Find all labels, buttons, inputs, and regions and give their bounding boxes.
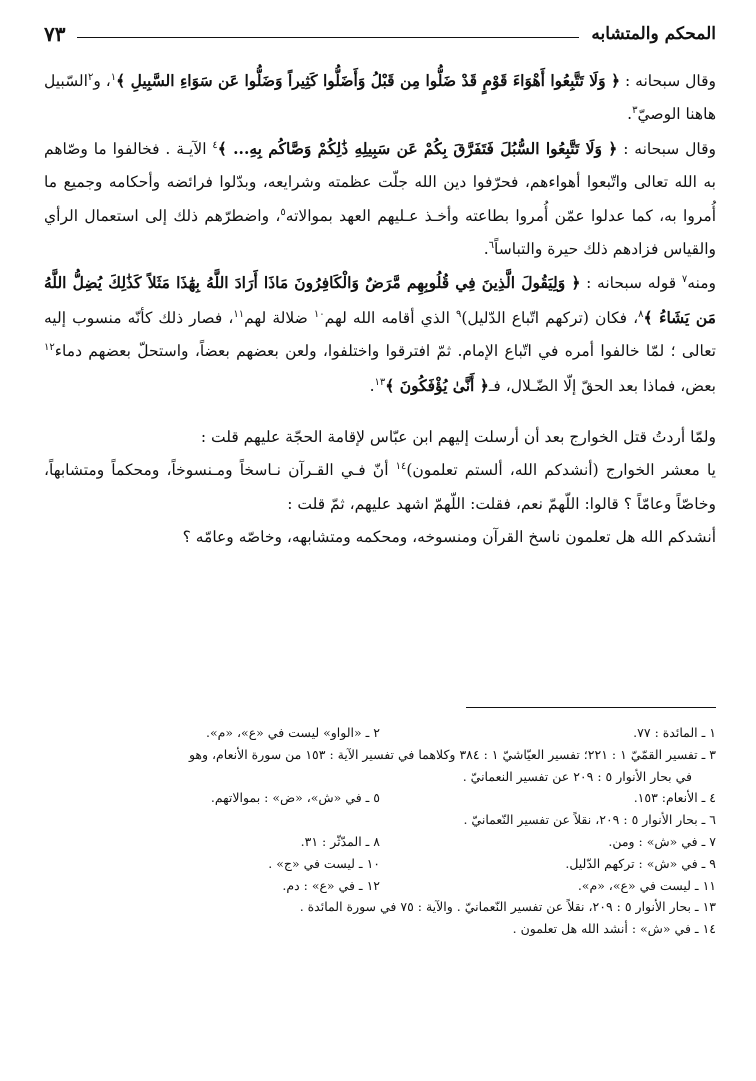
- footnote-row: [44, 831, 716, 853]
- quran-quote: ﴿ وَلَا تَتَّبِعُوا السُّبُلَ فَتَفَرَّقَ بِكُمْ عَن سَبِيلِهِ ذَٰلِكُمْ وَصَّاكُم بِهِ... ﴾: [217, 138, 618, 158]
- text-run: ، فكان (تركهم اتّباع الدّليل): [461, 308, 639, 327]
- paragraph-2: وقال سبحانه : ﴿ وَلَا تَتَّبِعُوا السُّبُلَ فَتَفَرَّقَ بِكُمْ عَن سَبِيلِهِ ذَٰلِكُمْ وَصَّاكُم بِهِ... ﴾$^٤$ الآيـة . فخالفوا ما وصّاهم به الله تعالى واتّبعوا أهواءهم، فحرّفوا دين الله جلّت عظمته وشرايعه، وبدّلوا فرائضه وأحكامه وجميع ما أُمروا به، كما عدلوا عمّن أُمروا بطاعته وأخـذ عـليهم العهد بموالاته$^٥$، واضطرّهم ذلك إلى استعمال الرأي والقياس فزادهم ذلك حيرة والتباساً$^٦$.: [44, 138, 717, 259]
- paragraph-3: ومنه$^٧$ قوله سبحانه : ﴿ وَلِيَقُولَ الَّذِينَ فِي قُلُوبِهِم مَّرَضٌ وَالْكَافِرُونَ مَاذَا أَرَادَ اللَّهُ بِهَٰذَا مَثَلاً كَذَٰلِكَ يُضِلُّ اللَّهُ مَن يَشَاءُ ﴾$^٨$، فكان (تركهم اتّباع الدّليل)$^٩$ الذي أقامه الله لهم$^{١٠}$ ضلالة لهم$^{١١}$، فصار ذلك كأنّه منسوب إليه تعالى ؛ لمّا خالفوا أمره في اتّباع الإمام. ثمّ افترقوا واختلفوا، ولعن بعضهم بعضاً، واستحلّ بعضهم دماء$^{١٢}$ بعض، فماذا بعد الحقّ إلّا الضّـلال، فـ﴿ أَنَّىٰ يُؤْفَكُونَ ﴾$^{١٣}$.: [44, 273, 716, 395]
- footnote-divider: [466, 707, 716, 708]
- quran-quote: ﴿ أَنَّىٰ يُؤْفَكُونَ ﴾: [385, 375, 489, 395]
- footnote-ref: ١٣: [374, 376, 386, 388]
- footnote-4: ٤ ـ الأنعام: ١٥٣.: [633, 790, 716, 806]
- footnote-10: ١٠ ـ ليست في «ج» .: [268, 855, 380, 871]
- footnote-7: ٧ ـ في «ش» : ومن.: [608, 833, 716, 849]
- footnote-9: ٩ ـ في «ش» : تركهم الدّليل.: [565, 855, 716, 871]
- footnote-ref: ٥: [280, 206, 286, 218]
- footnote-11: ١١ ـ ليست في «ع»، «م».: [577, 877, 716, 893]
- footnote-ref: ٣: [632, 105, 638, 117]
- text-run: الذي أقامه الله لهم: [324, 308, 456, 327]
- footnote-12: ١٢ ـ في «ع» : دم.: [282, 877, 380, 893]
- text-run: ، واضطرّهم ذلك إلى استعمال الرأي والقياس فزادهم ذلك حيرة والتباساً: [44, 206, 716, 259]
- text-run: وقال سبحانه :: [617, 139, 716, 158]
- footnote-13: ١٣ ـ بحار الأنوار ٥ : ٢٠٩، نقلاً عن تفسير النّعمانيّ . والآية : ٧٥ في سورة المائدة .: [299, 899, 716, 915]
- footnote-ref: ٨: [638, 308, 644, 320]
- footnotes: [44, 722, 716, 940]
- footnote-ref: ١٢: [44, 342, 55, 354]
- text-run: ضلالة لهم: [244, 308, 314, 327]
- header-rule: [77, 37, 579, 38]
- text-run: بعض، فماذا بعد الحقّ إلّا الضّـلال، فـ: [488, 376, 716, 395]
- footnote-8: ٨ ـ المدّثّر : ٣١.: [300, 833, 380, 849]
- running-title: المحكم والمتشابه: [591, 24, 716, 44]
- footnote-row: [44, 875, 716, 897]
- footnote-ref: ٩: [455, 308, 462, 320]
- footnote-ref: ٢: [87, 71, 94, 83]
- footnote-6: ٦ ـ بحار الأنوار ٥ : ٢٠٩، نقلاً عن تفسير النّعمانيّ .: [463, 812, 716, 828]
- footnote-3: ٣ ـ تفسير القمّيّ ١ : ٢٢١؛ تفسير العيّاشيّ ١ : ٣٨٤ وكلاهما في تفسير الآية : ١٥٣ من سورة الأنعام، وهو: [188, 746, 716, 762]
- main-text: [44, 64, 716, 555]
- text-run: ، و: [93, 72, 111, 90]
- paragraph-6: أنشدكم الله هل تعلمون ناسخ القرآن ومنسوخه، ومحكمه ومتشابهه، وخاصّه وعامّه ؟: [182, 528, 716, 547]
- text-run: السّبيل هاهنا الوصيّ: [44, 72, 716, 124]
- footnote-row: [44, 853, 716, 875]
- text-run: أنّ فـي القـرآن نـاسخاً ومـنسوخاً، ومحكماً ومتشابهاً، وخاصّاً وعامّاً ؟ قالوا: اللّهمّ نعم، فقلت: اللّهمّ اشهد عليهم، ثمّ قلت :: [44, 461, 716, 513]
- footnote-2: ٢ ـ «الواو» ليست في «ع»، «م».: [206, 725, 380, 740]
- text-run: يا معشر الخوارج (أنشدكم الله، ألستم تعلمون): [406, 461, 716, 480]
- quran-quote: ﴿ وَلَا تَتَّبِعُوا أَهْوَاءَ قَوْمٍ قَدْ ضَلُّوا مِن قَبْلُ وَأَضَلُّوا كَثِيراً وَضَلُّوا عَن سَوَاءِ السَّبِيلِ ﴾: [116, 71, 621, 90]
- footnote-ref: ٦: [488, 239, 495, 251]
- footnote-row: [44, 787, 716, 809]
- footnote-ref: ١: [110, 71, 117, 83]
- paragraph-1: وقال سبحانه : ﴿ وَلَا تَتَّبِعُوا أَهْوَاءَ قَوْمٍ قَدْ ضَلُّوا مِن قَبْلُ وَأَضَلُّوا كَثِيراً وَضَلُّوا عَن سَوَاءِ السَّبِيلِ ﴾$^١$، و$^٢$السّبيل هاهنا الوصيّ$^٣$.: [44, 71, 716, 124]
- footnote-1: ١ ـ المائدة : ٧٧.: [633, 725, 716, 740]
- text-run: وقال سبحانه :: [620, 72, 716, 90]
- footnote-ref: ٤: [212, 139, 218, 151]
- footnote-ref: ١٠: [313, 308, 325, 320]
- text-run: ومنه: [687, 274, 716, 293]
- text-run: قوله سبحانه :: [580, 274, 682, 293]
- text-run: الآيـة . فخالفوا ما وصّاهم به الله تعالى واتّبعوا أهواءهم، فحرّفوا دين الله جلّت عظمته وشرايعه، وبدّلوا فرائضه وأحكامه وجميع ما أُمروا به، كما عدلوا عمّن أُمروا بطاعته وأخـذ عـليهم العهد بموالاته: [44, 139, 717, 225]
- paragraph-5: [44, 454, 716, 521]
- quran-quote: ﴿ وَلِيَقُولَ الَّذِينَ فِي قُلُوبِهِم مَّرَضٌ وَالْكَافِرُونَ مَاذَا أَرَادَ اللَّهُ بِهَٰذَا مَثَلاً كَذَٰلِكَ يُضِلُّ اللَّهُ مَن يَشَاءُ ﴾: [44, 273, 716, 327]
- footnote-ref: ١٤: [395, 461, 407, 473]
- page-number: ٧٣: [44, 22, 66, 46]
- footnote-14: ١٤ ـ في «ش» : أنشد الله هل تعلمون .: [512, 921, 716, 937]
- paragraph-4: ولمّا أردتُ قتل الخوارج بعد أن أرسلت إليهم ابن عبّاس لإقامة الحجّة عليهم قلت :: [200, 428, 716, 447]
- footnote-ref: ٧: [681, 274, 688, 286]
- footnote-5: ٥ ـ في «ش»، «ض» : بموالاتهم.: [210, 790, 380, 806]
- footnote-row: [44, 722, 716, 744]
- footnote-ref: ١١: [233, 308, 245, 320]
- text-run: ، فصار ذلك كأنّه منسوب إليه تعالى ؛ لمّا خالفوا أمره في اتّباع الإمام. ثمّ افترقوا واختلفوا، ولعن بعضهم بعضاً، واستحلّ بعضهم دماء: [44, 308, 716, 361]
- page-header: [44, 18, 716, 50]
- footnote-3-continued: في بحار الأنوار ٥ : ٢٠٩ عن تفسير النعمانيّ .: [462, 768, 692, 784]
